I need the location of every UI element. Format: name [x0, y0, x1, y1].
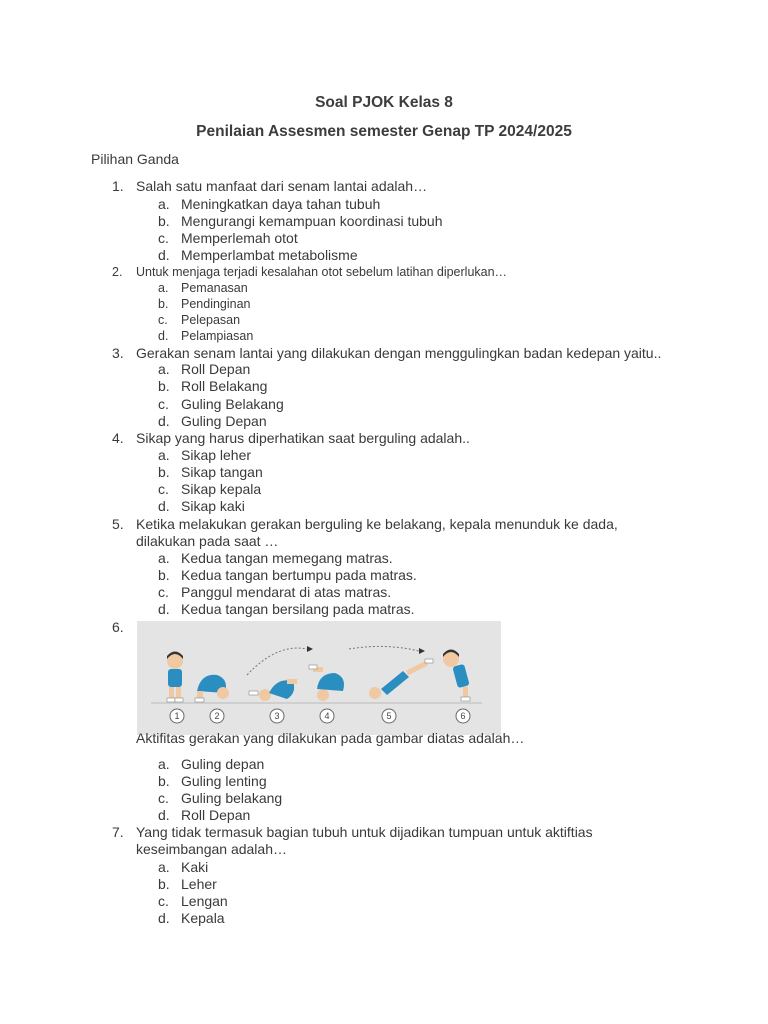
- option-text: Guling Depan: [181, 413, 267, 429]
- arrow-icon: [307, 646, 313, 652]
- option-text: Pendinginan: [181, 297, 251, 311]
- figure-finish: [443, 650, 470, 702]
- step-label: 6: [460, 711, 466, 721]
- option-letter: a.: [158, 196, 170, 212]
- option-letter: b.: [158, 464, 170, 480]
- option-letter: b.: [158, 773, 170, 789]
- roll-sequence-illustration: [137, 621, 501, 735]
- document-title: Soal PJOK Kelas 8: [315, 94, 453, 111]
- option-letter: a.: [158, 281, 169, 295]
- question-text: Untuk menjaga terjadi kesalahan otot sebelum latihan diperlukan…: [136, 265, 508, 279]
- question-number: 1.: [112, 178, 124, 194]
- option-text: Sikap kaki: [181, 498, 245, 514]
- option-text: Roll Depan: [181, 807, 251, 823]
- option-letter: d.: [158, 601, 170, 617]
- question-number: 3.: [112, 345, 124, 361]
- option-text: Lengan: [181, 893, 228, 909]
- option-text: Pelepasan: [181, 313, 241, 327]
- question-number: 7.: [112, 824, 124, 840]
- option-letter: b.: [158, 876, 170, 892]
- option-letter: b.: [158, 213, 170, 229]
- option-letter: a.: [158, 756, 170, 772]
- question-text: Ketika melakukan gerakan berguling ke belakang, kepala menunduk ke dada,: [136, 516, 618, 532]
- option-letter: b.: [158, 297, 169, 311]
- option-text: Panggul mendarat di atas matras.: [181, 584, 392, 600]
- motion-arc-1: [247, 648, 307, 675]
- step-label: 3: [274, 711, 280, 721]
- figure-squat: [195, 675, 229, 702]
- step-label: 1: [174, 711, 180, 721]
- option-letter: a.: [158, 550, 170, 566]
- option-text: Roll Depan: [181, 361, 251, 377]
- option-text: Sikap kepala: [181, 481, 262, 497]
- question-number: 6.: [112, 619, 124, 635]
- question-text: Aktifitas gerakan yang dilakukan pada gambar diatas adalah…: [136, 730, 525, 746]
- figure-standing: [167, 652, 183, 703]
- option-letter: d.: [158, 910, 170, 926]
- figure-inverted: [309, 665, 344, 701]
- question-text: Salah satu manfaat dari senam lantai adalah…: [136, 178, 428, 194]
- option-text: Guling Belakang: [181, 396, 284, 412]
- option-letter: c.: [158, 893, 169, 909]
- option-text: Kepala: [181, 910, 225, 926]
- option-letter: a.: [158, 859, 170, 875]
- step-labels: [170, 709, 470, 723]
- option-text: Sikap leher: [181, 447, 252, 463]
- option-text: Kedua tangan memegang matras.: [181, 550, 393, 566]
- figure-extension: [369, 659, 433, 699]
- option-letter: a.: [158, 447, 170, 463]
- option-letter: c.: [158, 313, 168, 327]
- option-letter: b.: [158, 567, 170, 583]
- figure-roll-back: [249, 679, 297, 701]
- step-label: 5: [386, 711, 392, 721]
- option-letter: a.: [158, 361, 170, 377]
- question-text: Sikap yang harus diperhatikan saat berguling adalah..: [136, 430, 470, 446]
- question-number: 2.: [112, 265, 123, 279]
- option-letter: c.: [158, 584, 169, 600]
- option-letter: d.: [158, 329, 169, 343]
- question-text: Yang tidak termasuk bagian tubuh untuk dijadikan tumpuan untuk aktiftias: [136, 824, 593, 840]
- step-label: 4: [324, 711, 330, 721]
- option-letter: c.: [158, 396, 169, 412]
- option-letter: d.: [158, 247, 170, 263]
- question-text: keseimbangan adalah…: [136, 841, 287, 857]
- question-text: Gerakan senam lantai yang dilakukan dengan menggulingkan badan kedepan yaitu..: [136, 345, 662, 361]
- option-letter: c.: [158, 481, 169, 497]
- option-text: Pelampiasan: [181, 329, 254, 343]
- document-subtitle: Penilaian Assesmen semester Genap TP 2024/2025: [196, 123, 572, 140]
- question-text: dilakukan pada saat …: [136, 533, 279, 549]
- option-text: Leher: [181, 876, 217, 892]
- option-letter: d.: [158, 498, 170, 514]
- option-text: Pemanasan: [181, 281, 248, 295]
- option-text: Guling depan: [181, 756, 265, 772]
- option-text: Memperlambat metabolisme: [181, 247, 358, 263]
- option-text: Kaki: [181, 859, 209, 875]
- option-letter: c.: [158, 230, 169, 246]
- motion-arc-2: [349, 646, 419, 651]
- option-text: Roll Belakang: [181, 378, 268, 394]
- option-letter: b.: [158, 378, 170, 394]
- question-number: 5.: [112, 516, 124, 532]
- option-text: Kedua tangan bersilang pada matras.: [181, 601, 415, 617]
- option-letter: c.: [158, 790, 169, 806]
- question-number: 4.: [112, 430, 124, 446]
- option-text: Memperlemah otot: [181, 230, 298, 246]
- section-heading: Pilihan Ganda: [91, 151, 179, 167]
- roll-sequence-drawing: [137, 621, 501, 735]
- option-text: Meningkatkan daya tahan tubuh: [181, 196, 381, 212]
- option-text: Guling belakang: [181, 790, 283, 806]
- option-letter: d.: [158, 807, 170, 823]
- option-text: Kedua tangan bertumpu pada matras.: [181, 567, 417, 583]
- step-label: 2: [214, 711, 220, 721]
- option-text: Sikap tangan: [181, 464, 263, 480]
- option-text: Mengurangi kemampuan koordinasi tubuh: [181, 213, 443, 229]
- option-letter: d.: [158, 413, 170, 429]
- option-text: Guling lenting: [181, 773, 267, 789]
- arrow-icon: [419, 648, 425, 654]
